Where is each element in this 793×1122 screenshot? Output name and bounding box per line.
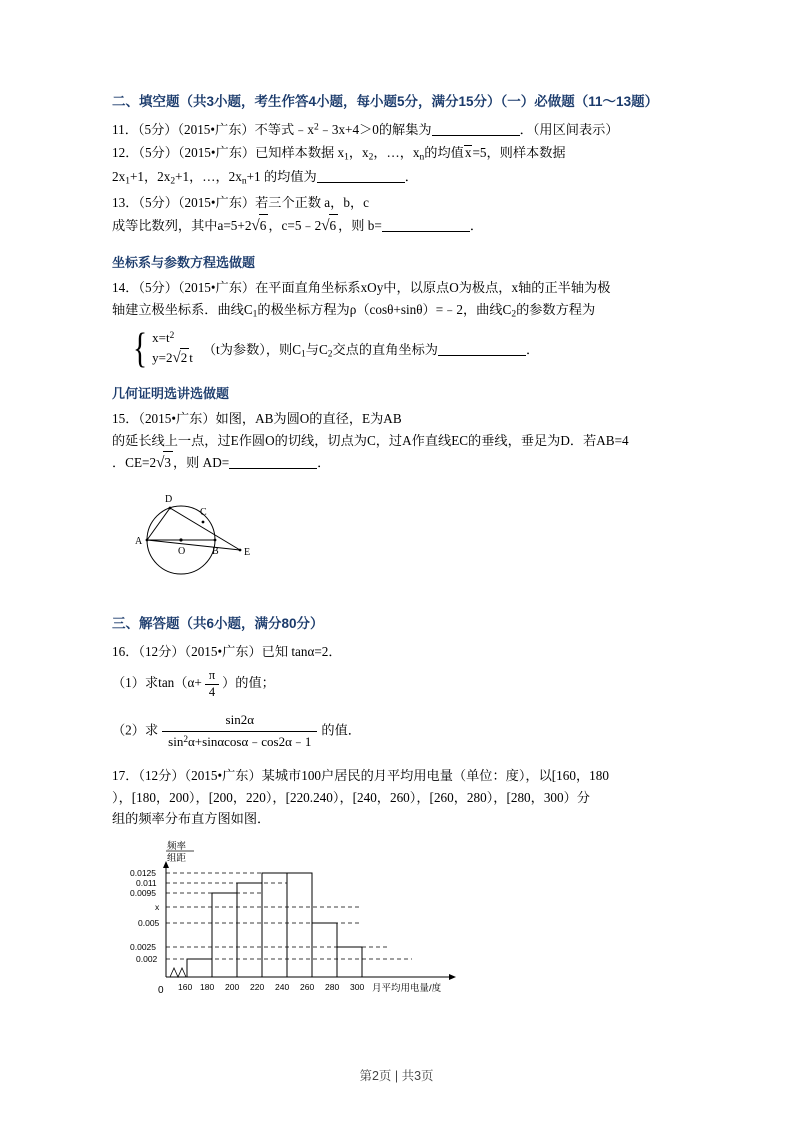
bar-180-200 [212, 893, 237, 977]
ytick-x: x [155, 902, 160, 913]
answer-blank-11 [432, 122, 520, 136]
ytick-0.0095: 0.0095 [130, 888, 156, 899]
page-content [112, 92, 687, 1010]
bar-200-220 [237, 883, 262, 977]
label-C: C [200, 506, 207, 518]
sqrt-2: √2 [172, 349, 188, 366]
question-14: 14．（5分）（2015•广东）在平面直角坐标系xOy中，以原点O为极点，x轴的正半轴为极 轴建立极坐标系．曲线$C_1$的极坐标方程为ρ（cosθ+sinθ）=﹣2，曲线$C_2$的参数方程为 [112, 280, 611, 320]
bar-160-180 [187, 959, 212, 977]
ytick-0.0125: 0.0125 [130, 868, 156, 879]
answer-blank-12 [317, 170, 405, 184]
ytick-0.002: 0.002 [136, 954, 158, 965]
ytick-0.0025: 0.0025 [130, 942, 156, 953]
page-footer: 第2页 | 共3页 [359, 1069, 434, 1083]
section-2-heading: 二、填空题（共3小题，考生作答4小题，每小题5分，满分15分）（一）必做题（11～13题） [112, 94, 659, 109]
sqrt-6-a: √6 [251, 214, 268, 239]
bar-220-240 [262, 873, 287, 977]
label-D: D [165, 493, 173, 505]
frequency-histogram [122, 835, 687, 1010]
answer-blank-14 [438, 342, 526, 356]
equations-group [152, 329, 193, 370]
xtick-300: 300 [350, 982, 365, 993]
question-16-part1: （1）求tan（α+ $\frac{\pi}{4}$ ）的值； [112, 667, 275, 699]
circle-tangent-diagram [118, 482, 318, 587]
question-17: 17．（12分）（2015•广东）某城市100户居民的月平均用电量（单位：度），以[160，180 ），[180，200），[200，220），[220.240），[240，260），[260，280），[280，300）分 组的频率分布直方图如图． [112, 768, 609, 826]
section-3-heading: 三、解答题（共6小题，满分80分） [112, 615, 324, 631]
question-12: 12．（5分）（2015•广东）已知样本数据 $x_1$，$x_2$，…，$x_n$的均值x=5，则样本数据 $2x_1+1$，$2x_2+1$，…，$2x_n+1$ 的均值为 ． [112, 145, 566, 187]
answer-blank-15 [229, 455, 317, 469]
xtick-260: 260 [300, 982, 315, 993]
answer-blank-13 [382, 218, 470, 232]
question-11: 11．（5分）（2015•广东）不等式$﹣x^2﹣3x+4>0$的解集为 ．（用区间表示） [112, 121, 619, 137]
ytick-0.011: 0.011 [136, 878, 157, 889]
subheading-polar-coordinates: 坐标系与参数方程选做题 [112, 255, 256, 271]
question-16: 16．（12分）（2015•广东）已知 tanα=2． [112, 643, 342, 659]
axis-break [170, 968, 186, 977]
fraction-trig-expression: $\frac{\sin 2\alpha}{\sin^2\alpha+\sin\alpha\cos\alpha﹣\cos 2\alpha﹣1}$ [162, 710, 317, 753]
parametric-equations-system [130, 325, 687, 372]
fraction-denominator: $\sin^2\alpha+\sin\alpha\cos\alpha﹣\cos 2\alpha﹣1$ [162, 731, 317, 753]
xtick-200: 200 [225, 982, 240, 993]
sqrt-3: √3 [156, 451, 173, 476]
y-axis-label-top: 频率 [167, 841, 187, 853]
sqrt-6-b: √6 [321, 214, 338, 239]
xtick-0: 0 [158, 985, 164, 997]
xtick-220: 220 [250, 982, 265, 993]
xtick-240: 240 [275, 982, 290, 993]
ytick-0.005: 0.005 [138, 918, 160, 929]
question-15: 15．（2015•广东）如图，AB为圆O的直径，E为AB 的延长线上一点，过E作圆O的切线，切点为C，过A作直线EC的垂线，垂足为D．若AB=4 ．CE=2√3 ，则 AD= ． [112, 408, 687, 475]
label-O: O [178, 545, 186, 557]
bar-240-260 [287, 873, 312, 977]
geometry-figure [118, 482, 687, 592]
xtick-160: 160 [178, 982, 193, 993]
xtick-180: 180 [200, 982, 215, 993]
label-E: E [244, 546, 251, 558]
histogram-svg [122, 835, 492, 1005]
bar-280-300 [337, 947, 362, 977]
y-axis-label-bottom: 组距 [167, 853, 187, 865]
label-A: A [135, 535, 143, 547]
question-16-part2: （2）求 $\frac{\sin 2\alpha}{\sin^2\alpha+\sin\alpha\cos\alpha﹣\cos 2\alpha﹣1}$ 的值． [112, 710, 687, 753]
fraction-pi-over-4: $\frac{\pi}{4}$ [205, 668, 219, 700]
equation-y: y=2√2 t [152, 348, 193, 370]
bar-260-280 [312, 923, 337, 977]
mean-symbol: x [464, 145, 472, 161]
equation-x: $x=t^2$ [152, 329, 175, 345]
subheading-geometry-proof: 几何证明选讲选做题 [112, 386, 230, 402]
question-13: 13．（5分）（2015•广东）若三个正数 a，b，c 成等比数列，其中a=5+2√6 ，c=5﹣2√6 ，则 b= ． [112, 192, 687, 238]
xtick-280: 280 [325, 982, 340, 993]
label-B: B [212, 545, 219, 557]
left-brace: { [133, 325, 148, 372]
x-axis-label: 月平均用电量/度 [372, 983, 442, 995]
parametric-tail: （t为参数），则$C_1$与$C_2$交点的直角坐标为 ． [202, 341, 540, 360]
